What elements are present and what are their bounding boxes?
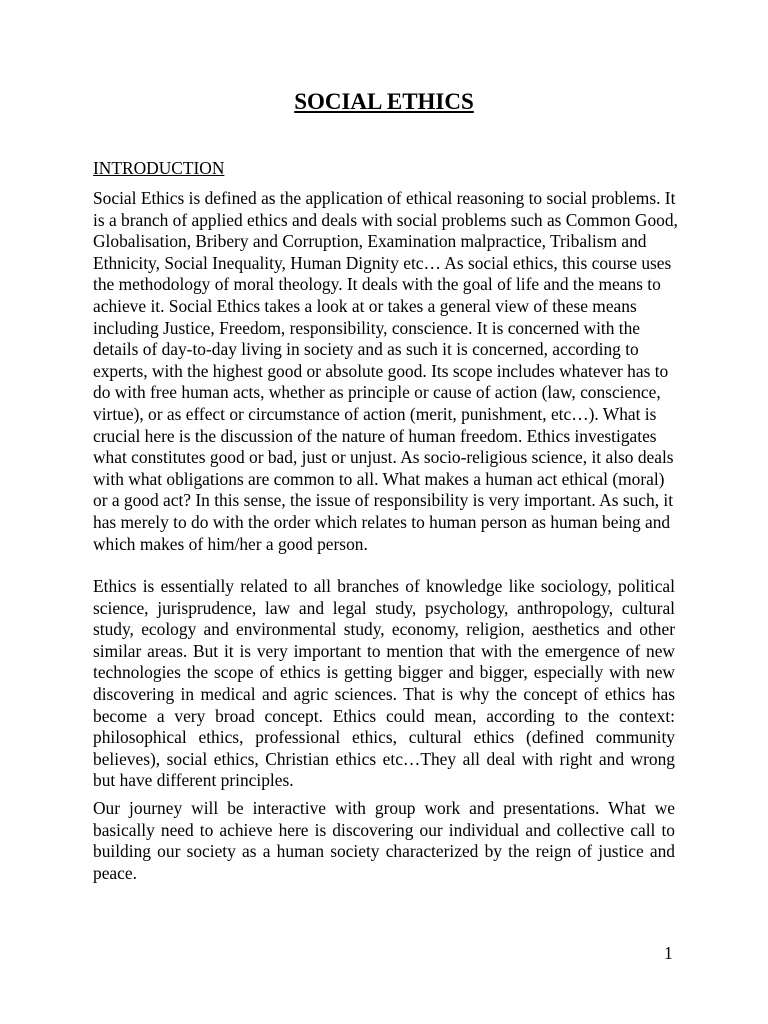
paragraph-1: Social Ethics is defined as the application of ethical reasoning to social problems. It is a branch of applied ethics and deals with social problems such as Common Good, Globalisation, Bribery and Corruption, Examination malpractice, Tribalism and Ethnicity, Social Inequality, Human Dignity etc… As social ethics, this course uses the methodology of moral theology. It deals with the goal of life and the means to achieve it. Social Ethics takes a look at or takes a general view of these means including Justice, Freedom, responsibility, conscience. It is concerned with the details of day-to-day living in society and as such it is concerned, according to experts, with the highest good or absolute good. Its scope includes whatever has to do with free human acts, whether as principle or cause of action (law, conscience, virtue), or as effect or circumstance of action (merit, punishment, etc…). What is crucial here is the discussion of the nature of human freedom. Ethics investigates what constitutes good or bad, just or unjust. As socio-religious science, it also deals with what obligations are common to all. What makes a human act ethical (moral) or a good act? In this sense, the issue of responsibility is very important. As such, it has merely to do with the order which relates to human person as human being and which makes of him/her a good person. <box>93 188 678 554</box>
document-title: SOCIAL ETHICS <box>294 89 474 114</box>
page-number: 1 <box>664 943 673 963</box>
paragraph-2: Ethics is essentially related to all branches of knowledge like sociology, political science, jurisprudence, law and legal study, psychology, anthropology, cultural study, ecology and environmental study, economy, religion, aesthetics and other similar areas. But it is very important to mention that with the emergence of new technologies the scope of ethics is getting bigger and bigger, especially with new discovering in medical and agric sciences. That is why the concept of ethics has become a very broad concept. Ethics could mean, according to the context: philosophical ethics, professional ethics, cultural ethics (defined community believes), social ethics, Christian ethics etc…They all deal with right and wrong but have different principles. <box>93 576 675 791</box>
section-heading-introduction: INTRODUCTION <box>93 158 225 178</box>
paragraph-3: Our journey will be interactive with group work and presentations. What we basically need to achieve here is discovering our individual and collective call to building our society as a human society characterized by the reign of justice and peace. <box>93 798 675 883</box>
